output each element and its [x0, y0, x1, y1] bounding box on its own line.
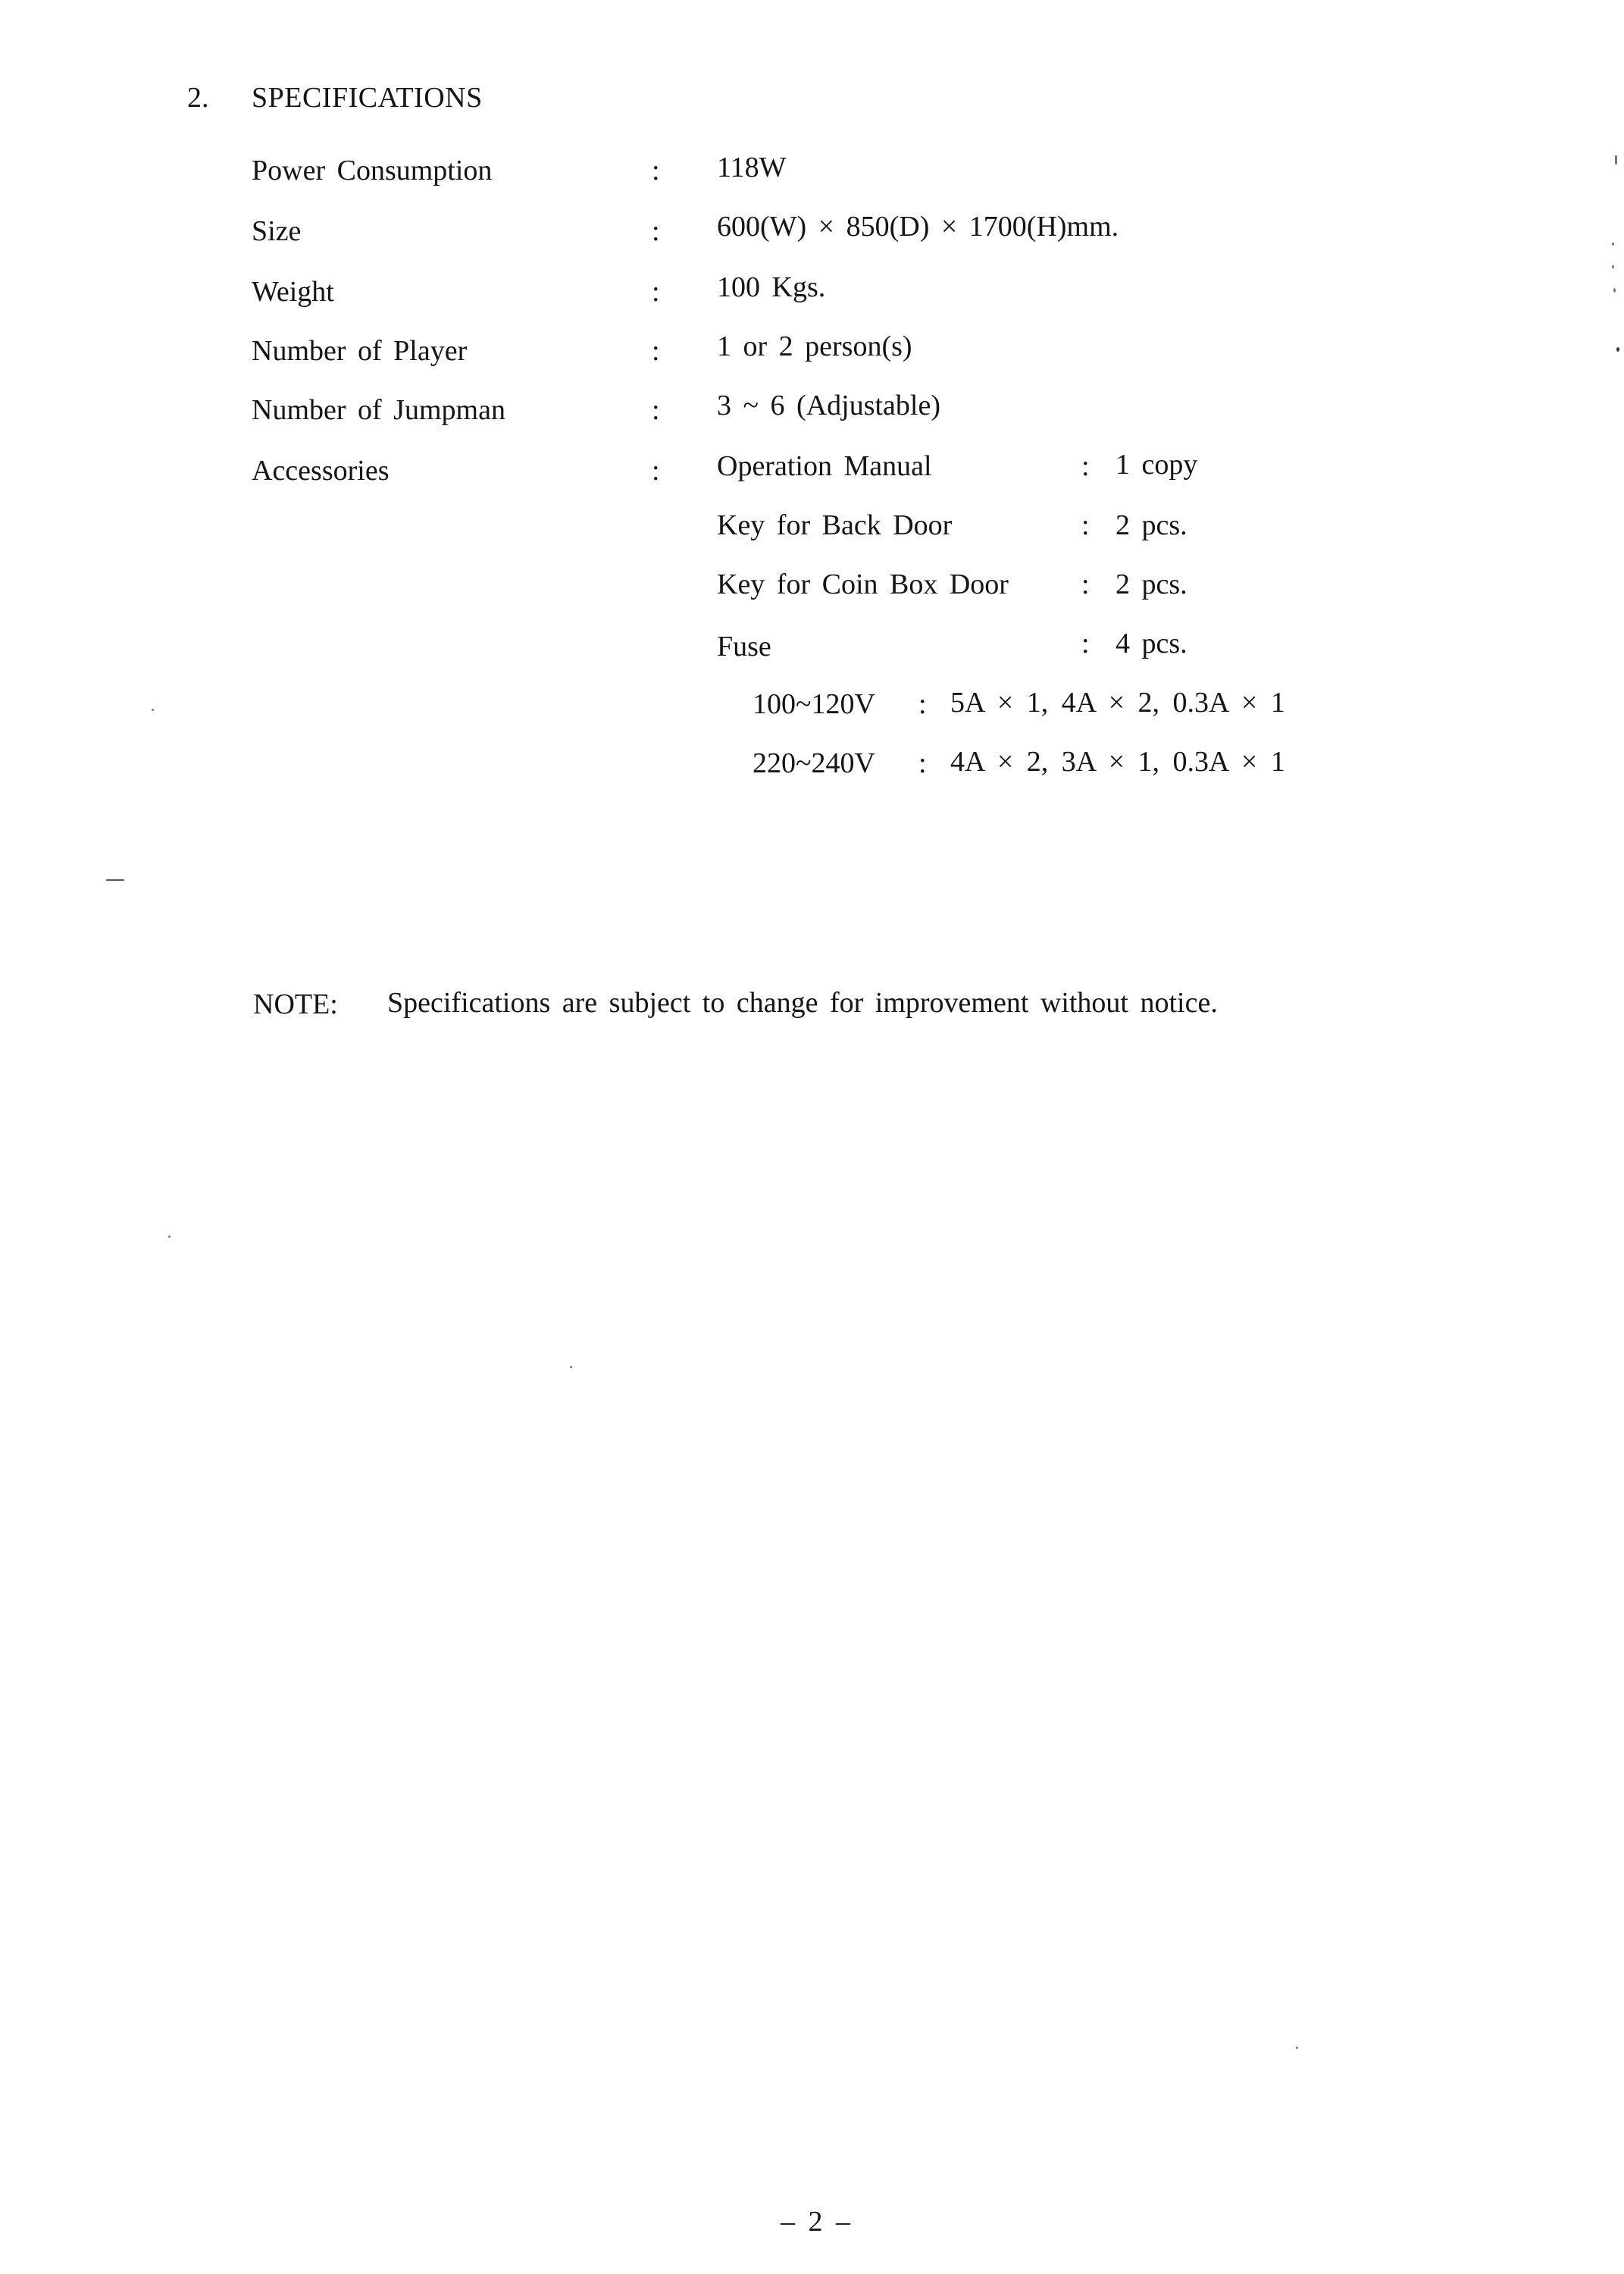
spec-colon: : — [652, 276, 660, 308]
accessory-colon: : — [1081, 628, 1090, 659]
scan-mark — [1612, 243, 1614, 246]
scan-mark — [1615, 155, 1617, 164]
accessory-qty-fuse: 4 pcs. — [1116, 628, 1187, 659]
spec-value-weight: 100 Kgs. — [717, 271, 826, 303]
page-number: – 2 – — [781, 2206, 850, 2238]
spec-label-number-of-jumpman: Number of Jumpman — [252, 394, 505, 426]
fuse-colon: : — [918, 747, 927, 779]
fuse-ratings-100-120v: 5A × 1, 4A × 2, 0.3A × 1 — [950, 687, 1285, 719]
accessory-colon: : — [1081, 509, 1090, 541]
scan-mark — [1612, 265, 1614, 268]
accessory-name-key-back-door: Key for Back Door — [717, 509, 953, 541]
scan-mark — [152, 709, 154, 711]
spec-label-accessories: Accessories — [252, 455, 390, 487]
spec-value-size: 600(W) × 850(D) × 1700(H)mm. — [717, 211, 1119, 243]
spec-label-weight: Weight — [252, 276, 334, 308]
note-text: Specifications are subject to change for improvement without notice. — [387, 987, 1218, 1019]
note-label: NOTE: — [253, 988, 338, 1020]
spec-label-power-consumption: Power Consumption — [252, 155, 493, 186]
accessory-qty-key-back-door: 2 pcs. — [1116, 509, 1187, 541]
fuse-voltage-220-240v: 220~240V — [753, 747, 876, 779]
accessory-name-fuse: Fuse — [717, 631, 771, 662]
spec-colon: : — [652, 394, 660, 426]
scan-mark — [1296, 2047, 1298, 2049]
section-title: SPECIFICATIONS — [252, 82, 483, 114]
accessory-name-operation-manual: Operation Manual — [717, 450, 932, 482]
scan-mark — [168, 1236, 171, 1238]
accessory-name-key-coin-box-door: Key for Coin Box Door — [717, 568, 1009, 600]
scan-mark — [106, 879, 124, 881]
scan-mark — [1616, 347, 1619, 352]
spec-value-number-of-player: 1 or 2 person(s) — [717, 330, 912, 362]
section-number: 2. — [187, 82, 209, 114]
spec-colon: : — [652, 215, 660, 247]
scan-mark — [1613, 288, 1616, 293]
scan-mark — [570, 1366, 572, 1368]
spec-label-size: Size — [252, 215, 302, 247]
spec-value-number-of-jumpman: 3 ~ 6 (Adjustable) — [717, 390, 941, 421]
accessory-colon: : — [1081, 568, 1090, 600]
fuse-colon: : — [918, 688, 927, 720]
spec-colon: : — [652, 155, 660, 186]
accessory-qty-operation-manual: 1 copy — [1116, 449, 1198, 481]
spec-colon: : — [652, 455, 660, 487]
spec-colon: : — [652, 335, 660, 367]
accessory-qty-key-coin-box-door: 2 pcs. — [1116, 568, 1187, 600]
spec-value-power-consumption: 118W — [717, 152, 787, 183]
fuse-ratings-220-240v: 4A × 2, 3A × 1, 0.3A × 1 — [950, 746, 1285, 778]
fuse-voltage-100-120v: 100~120V — [753, 688, 876, 720]
spec-label-number-of-player: Number of Player — [252, 335, 468, 367]
accessory-colon: : — [1081, 450, 1090, 482]
